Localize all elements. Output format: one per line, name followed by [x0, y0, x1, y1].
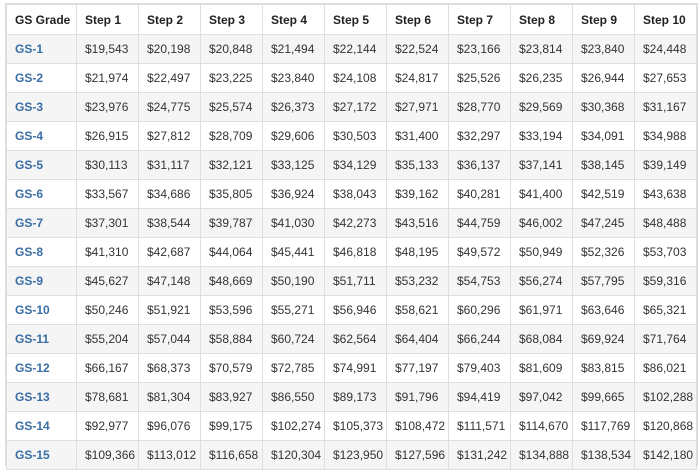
salary-cell: $83,815: [573, 354, 635, 383]
salary-cell: $39,149: [635, 151, 697, 180]
salary-cell: $99,175: [201, 412, 263, 441]
salary-cell: $27,971: [387, 93, 449, 122]
salary-cell: $60,296: [449, 296, 511, 325]
table-row: [7, 441, 697, 470]
salary-cell: $57,044: [139, 325, 201, 354]
salary-cell: $64,404: [387, 325, 449, 354]
salary-cell: $86,021: [635, 354, 697, 383]
table-row: [7, 93, 697, 122]
salary-cell: $21,974: [77, 64, 139, 93]
column-header-step-1[interactable]: Step 1: [77, 5, 139, 35]
salary-cell: $109,366: [77, 441, 139, 470]
table-row: [7, 209, 697, 238]
salary-cell: $105,373: [325, 412, 387, 441]
salary-cell: $46,818: [325, 238, 387, 267]
salary-cell: $142,180: [635, 441, 697, 470]
salary-cell: $66,167: [77, 354, 139, 383]
salary-cell: $23,225: [201, 64, 263, 93]
table-row: [7, 151, 697, 180]
grade-link[interactable]: GS-8: [7, 238, 77, 267]
salary-cell: $99,665: [573, 383, 635, 412]
salary-cell: $38,043: [325, 180, 387, 209]
salary-cell: $26,944: [573, 64, 635, 93]
salary-cell: $28,770: [449, 93, 511, 122]
salary-cell: $50,949: [511, 238, 573, 267]
salary-cell: $69,924: [573, 325, 635, 354]
salary-cell: $26,373: [263, 93, 325, 122]
salary-cell: $37,141: [511, 151, 573, 180]
salary-cell: $28,709: [201, 122, 263, 151]
salary-cell: $27,172: [325, 93, 387, 122]
salary-cell: $81,304: [139, 383, 201, 412]
salary-cell: $30,113: [77, 151, 139, 180]
table-header: [7, 5, 697, 35]
column-header-step-3[interactable]: Step 3: [201, 5, 263, 35]
salary-cell: $40,281: [449, 180, 511, 209]
salary-cell: $34,686: [139, 180, 201, 209]
grade-link[interactable]: GS-2: [7, 64, 77, 93]
grade-link[interactable]: GS-7: [7, 209, 77, 238]
salary-cell: $25,574: [201, 93, 263, 122]
salary-cell: $24,775: [139, 93, 201, 122]
salary-cell: $56,946: [325, 296, 387, 325]
salary-cell: $42,687: [139, 238, 201, 267]
salary-cell: $35,133: [387, 151, 449, 180]
salary-cell: $33,194: [511, 122, 573, 151]
salary-cell: $102,288: [635, 383, 697, 412]
column-header-step-7[interactable]: Step 7: [449, 5, 511, 35]
salary-cell: $44,064: [201, 238, 263, 267]
grade-link[interactable]: GS-4: [7, 122, 77, 151]
salary-cell: $127,596: [387, 441, 449, 470]
salary-cell: $33,125: [263, 151, 325, 180]
salary-cell: $35,805: [201, 180, 263, 209]
column-header-grade[interactable]: GS Grade: [7, 5, 77, 35]
salary-cell: $26,235: [511, 64, 573, 93]
salary-cell: $74,991: [325, 354, 387, 383]
salary-cell: $96,076: [139, 412, 201, 441]
salary-cell: $23,840: [263, 64, 325, 93]
salary-cell: $43,638: [635, 180, 697, 209]
table-row: [7, 64, 697, 93]
salary-cell: $72,785: [263, 354, 325, 383]
salary-cell: $65,321: [635, 296, 697, 325]
salary-cell: $39,162: [387, 180, 449, 209]
grade-link[interactable]: GS-1: [7, 35, 77, 64]
salary-cell: $59,316: [635, 267, 697, 296]
table-row: [7, 267, 697, 296]
grade-link[interactable]: GS-11: [7, 325, 77, 354]
salary-cell: $116,658: [201, 441, 263, 470]
grade-link[interactable]: GS-14: [7, 412, 77, 441]
salary-cell: $23,814: [511, 35, 573, 64]
salary-cell: $31,400: [387, 122, 449, 151]
salary-cell: $68,373: [139, 354, 201, 383]
salary-cell: $48,669: [201, 267, 263, 296]
salary-cell: $138,534: [573, 441, 635, 470]
salary-cell: $61,971: [511, 296, 573, 325]
salary-cell: $123,950: [325, 441, 387, 470]
salary-cell: $27,653: [635, 64, 697, 93]
salary-cell: $113,012: [139, 441, 201, 470]
salary-cell: $131,242: [449, 441, 511, 470]
column-header-step-10[interactable]: Step 10: [635, 5, 697, 35]
column-header-step-4[interactable]: Step 4: [263, 5, 325, 35]
salary-cell: $58,884: [201, 325, 263, 354]
table-row: [7, 238, 697, 267]
salary-cell: $108,472: [387, 412, 449, 441]
grade-link[interactable]: GS-6: [7, 180, 77, 209]
salary-cell: $32,121: [201, 151, 263, 180]
table-row: [7, 325, 697, 354]
salary-cell: $68,084: [511, 325, 573, 354]
salary-cell: $41,030: [263, 209, 325, 238]
salary-cell: $56,274: [511, 267, 573, 296]
salary-cell: $29,606: [263, 122, 325, 151]
salary-cell: $31,117: [139, 151, 201, 180]
salary-cell: $37,301: [77, 209, 139, 238]
table-body: [7, 35, 697, 470]
column-header-step-5[interactable]: Step 5: [325, 5, 387, 35]
grade-link[interactable]: GS-13: [7, 383, 77, 412]
grade-link[interactable]: GS-3: [7, 93, 77, 122]
salary-cell: $24,817: [387, 64, 449, 93]
grade-link[interactable]: GS-10: [7, 296, 77, 325]
grade-link[interactable]: GS-15: [7, 441, 77, 470]
salary-cell: $79,403: [449, 354, 511, 383]
salary-cell: $48,195: [387, 238, 449, 267]
salary-cell: $89,173: [325, 383, 387, 412]
salary-cell: $53,703: [635, 238, 697, 267]
gs-pay-table: [6, 4, 697, 470]
salary-cell: $45,441: [263, 238, 325, 267]
salary-cell: $62,564: [325, 325, 387, 354]
salary-cell: $97,042: [511, 383, 573, 412]
table-row: [7, 412, 697, 441]
salary-cell: $57,795: [573, 267, 635, 296]
salary-cell: $66,244: [449, 325, 511, 354]
salary-cell: $34,988: [635, 122, 697, 151]
salary-cell: $50,246: [77, 296, 139, 325]
pay-table-container: [5, 3, 698, 466]
salary-cell: $77,197: [387, 354, 449, 383]
salary-cell: $78,681: [77, 383, 139, 412]
salary-cell: $24,448: [635, 35, 697, 64]
salary-cell: $21,494: [263, 35, 325, 64]
salary-cell: $30,503: [325, 122, 387, 151]
salary-cell: $70,579: [201, 354, 263, 383]
column-header-step-6[interactable]: Step 6: [387, 5, 449, 35]
salary-cell: $34,091: [573, 122, 635, 151]
salary-cell: $47,245: [573, 209, 635, 238]
salary-cell: $22,144: [325, 35, 387, 64]
salary-cell: $94,419: [449, 383, 511, 412]
salary-cell: $41,310: [77, 238, 139, 267]
salary-cell: $19,543: [77, 35, 139, 64]
salary-cell: $23,166: [449, 35, 511, 64]
salary-cell: $53,596: [201, 296, 263, 325]
salary-cell: $22,524: [387, 35, 449, 64]
header-row: [7, 5, 697, 35]
salary-cell: $24,108: [325, 64, 387, 93]
salary-cell: $86,550: [263, 383, 325, 412]
salary-cell: $26,915: [77, 122, 139, 151]
salary-cell: $29,569: [511, 93, 573, 122]
column-header-step-2[interactable]: Step 2: [139, 5, 201, 35]
salary-cell: $32,297: [449, 122, 511, 151]
table-row: [7, 35, 697, 64]
salary-cell: $51,711: [325, 267, 387, 296]
column-header-step-9[interactable]: Step 9: [573, 5, 635, 35]
salary-cell: $120,868: [635, 412, 697, 441]
salary-cell: $20,848: [201, 35, 263, 64]
salary-cell: $55,271: [263, 296, 325, 325]
salary-cell: $43,516: [387, 209, 449, 238]
salary-cell: $38,544: [139, 209, 201, 238]
salary-cell: $49,572: [449, 238, 511, 267]
salary-cell: $114,670: [511, 412, 573, 441]
salary-cell: $91,796: [387, 383, 449, 412]
salary-cell: $31,167: [635, 93, 697, 122]
grade-link[interactable]: GS-5: [7, 151, 77, 180]
salary-cell: $44,759: [449, 209, 511, 238]
salary-cell: $41,400: [511, 180, 573, 209]
salary-cell: $36,924: [263, 180, 325, 209]
salary-cell: $102,274: [263, 412, 325, 441]
salary-cell: $83,927: [201, 383, 263, 412]
salary-cell: $34,129: [325, 151, 387, 180]
salary-cell: $36,137: [449, 151, 511, 180]
salary-cell: $47,148: [139, 267, 201, 296]
salary-cell: $20,198: [139, 35, 201, 64]
salary-cell: $120,304: [263, 441, 325, 470]
salary-cell: $134,888: [511, 441, 573, 470]
salary-cell: $30,368: [573, 93, 635, 122]
salary-cell: $63,646: [573, 296, 635, 325]
salary-cell: $58,621: [387, 296, 449, 325]
salary-cell: $33,567: [77, 180, 139, 209]
salary-cell: $45,627: [77, 267, 139, 296]
table-row: [7, 122, 697, 151]
table-row: [7, 383, 697, 412]
table-row: [7, 296, 697, 325]
salary-cell: $23,976: [77, 93, 139, 122]
salary-cell: $38,145: [573, 151, 635, 180]
grade-link[interactable]: GS-9: [7, 267, 77, 296]
salary-cell: $54,753: [449, 267, 511, 296]
grade-link[interactable]: GS-12: [7, 354, 77, 383]
salary-cell: $25,526: [449, 64, 511, 93]
salary-cell: $81,609: [511, 354, 573, 383]
column-header-step-8[interactable]: Step 8: [511, 5, 573, 35]
salary-cell: $42,273: [325, 209, 387, 238]
salary-cell: $60,724: [263, 325, 325, 354]
salary-cell: $39,787: [201, 209, 263, 238]
salary-cell: $111,571: [449, 412, 511, 441]
table-row: [7, 180, 697, 209]
salary-cell: $51,921: [139, 296, 201, 325]
salary-cell: $117,769: [573, 412, 635, 441]
salary-cell: $55,204: [77, 325, 139, 354]
salary-cell: $48,488: [635, 209, 697, 238]
salary-cell: $22,497: [139, 64, 201, 93]
salary-cell: $46,002: [511, 209, 573, 238]
salary-cell: $42,519: [573, 180, 635, 209]
salary-cell: $53,232: [387, 267, 449, 296]
salary-cell: $27,812: [139, 122, 201, 151]
salary-cell: $92,977: [77, 412, 139, 441]
salary-cell: $71,764: [635, 325, 697, 354]
salary-cell: $52,326: [573, 238, 635, 267]
table-row: [7, 354, 697, 383]
salary-cell: $50,190: [263, 267, 325, 296]
salary-cell: $23,840: [573, 35, 635, 64]
